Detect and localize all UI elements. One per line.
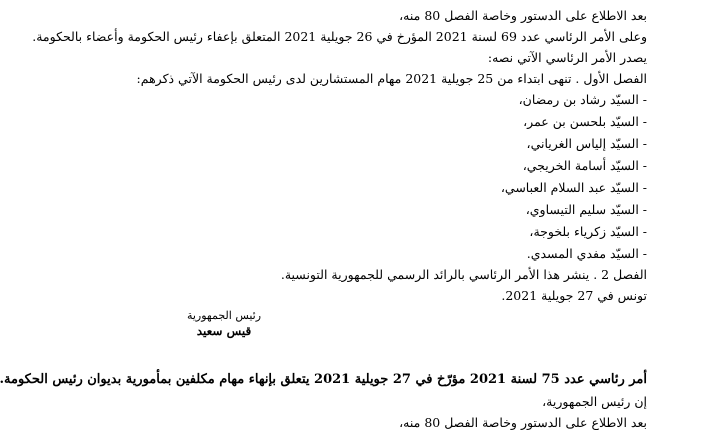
- decree-75-title: أمر رئاسي عدد 75 لسنة 2021 مؤرّخ في 27 جويلية 2021 يتعلق بإنهاء مهام مكلفين بمأمورية بديوان رئيس الحكومة.: [0, 372, 647, 387]
- article-1: الفصل الأول . تنهى ابتداء من 25 جويلية 2021 مهام المستشارين لدى رئيس الحكومة الآتي ذكرهم:: [136, 71, 647, 86]
- person-list-item: - السيّد سليم التيساوي،: [525, 202, 647, 217]
- signatory-name: قيس سعيد: [196, 324, 252, 338]
- decree-75-visa-constitution: بعد الاطلاع على الدستور وخاصة الفصل 80 منه،: [399, 415, 647, 430]
- person-list-item: - السيّد زكرياء بلخوجة،: [529, 224, 647, 239]
- person-list-item: - السيّد رشاد بن رمضان،: [518, 92, 647, 107]
- person-list-item: - السيّد عبد السلام العباسي،: [500, 180, 647, 195]
- person-list-item: - السيّد أسامة الخريجي،: [522, 158, 647, 173]
- article-2: الفصل 2 . ينشر هذا الأمر الرئاسي بالرائد الرسمي للجمهورية التونسية.: [280, 267, 647, 282]
- decree-75-preamble: إن رئيس الجمهورية،: [542, 394, 647, 409]
- person-list-item: - السيّد بلحسن بن عمر،: [523, 114, 647, 129]
- signatory-title: رئيس الجمهورية: [186, 309, 262, 322]
- person-list-item: - السيّد مفدي المسدي.: [526, 246, 647, 261]
- visa-order-69-line: وعلى الأمر الرئاسي عدد 69 لسنة 2021 المؤرخ في 26 جويلية 2021 المتعلق بإعفاء رئيس الحكومة وأعضاء بالحكومة.: [32, 29, 647, 44]
- issue-statement: يصدر الأمر الرئاسي الآتي نصه:: [487, 50, 647, 65]
- decree-date: تونس في 27 جويلية 2021.: [501, 288, 647, 303]
- person-list-item: - السيّد إلياس الغرياني،: [526, 136, 647, 151]
- visa-constitution-line: بعد الاطلاع على الدستور وخاصة الفصل 80 منه،: [399, 8, 647, 23]
